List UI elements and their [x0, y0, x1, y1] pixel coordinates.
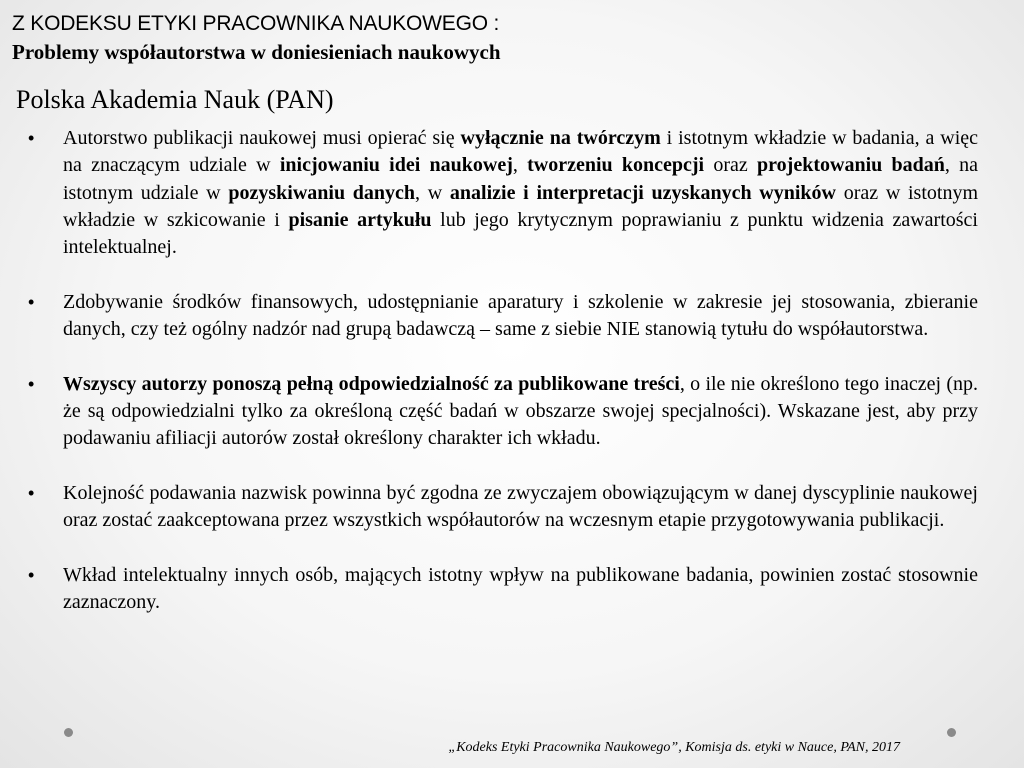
bullet-emphasis: pozyskiwaniu danych — [228, 181, 416, 204]
footer-citation: „Kodeks Etyki Pracownika Naukowego”, Komisja ds. etyki w Nauce, PAN, 2017 — [448, 740, 900, 755]
bullet-item — [28, 480, 978, 535]
bullet-emphasis: analizie i interpretacji uzyskanych wyników — [449, 181, 836, 204]
bullet-item — [28, 562, 978, 617]
bullet-text: i istotnym wkładzie w badania, a więc na znaczącym udziale w — [63, 127, 979, 177]
bullet-list — [28, 125, 978, 616]
decorative-dot-left — [64, 728, 73, 737]
bullet-icon: • — [28, 128, 35, 148]
bullet-emphasis: pisanie artykułu — [288, 208, 432, 231]
bullet-text: , o ile nie określono tego inaczej (np. że są odpowiedzialni tylko za określoną część badań w obszarze swojej specjalności). Wskazane jest, aby przy podawaniu afiliacji autorów został określony charakter ich wkładu. — [63, 372, 979, 450]
decorative-dot-right — [947, 728, 956, 737]
bullet-text: oraz w istotnym wkładzie w szkicowanie i — [63, 181, 979, 231]
bullet-item — [28, 125, 978, 261]
organization-title: Polska Akademia Nauk (PAN) — [16, 85, 334, 114]
bullet-text: Autorstwo publikacji naukowej musi opierać się — [63, 127, 461, 149]
header-subtitle: Problemy współautorstwa w doniesieniach naukowych — [12, 40, 501, 64]
bullet-emphasis: inicjowaniu idei naukowej — [279, 154, 513, 177]
bullet-text: Kolejność podawania nazwisk powinna być zgodna ze zwyczajem obowiązującym w danej dyscyplinie naukowej oraz zostać zaakceptowana przez wszystkich współautorów na wczesnym etapie przygotowywania publikacji. — [63, 481, 978, 532]
slide-header — [12, 10, 1012, 66]
bullet-text: lub jego krytycznym poprawianiu z punktu widzenia zawartości intelektualnej. — [63, 208, 978, 259]
bullet-emphasis: Wszyscy autorzy ponoszą pełną odpowiedzialność za publikowane treści — [63, 372, 680, 395]
bullet-icon: • — [28, 373, 35, 394]
bullet-text: oraz — [704, 154, 758, 177]
bullet-text: Wkład intelektualny innych osób, mających istotny wpływ na publikowane badania, powinien zostać stosownie zaznaczony. — [63, 563, 978, 614]
bullet-icon: • — [28, 564, 35, 585]
bullet-emphasis: wyłącznie na twórczym — [460, 127, 661, 149]
header-title: Z KODEKSU ETYKI PRACOWNIKA NAUKOWEGO : — [12, 12, 500, 35]
bullet-item — [28, 289, 978, 344]
bullet-emphasis: tworzeniu koncepcji — [527, 154, 705, 177]
bullet-item — [28, 371, 978, 453]
bullet-emphasis: projektowaniu badań — [757, 154, 945, 177]
bullet-text: , — [512, 154, 528, 177]
bullet-text: Zdobywanie środków finansowych, udostępnianie aparatury i szkolenie w zakresie jej stosowania, zbieranie danych, czy też ogólny nadzór nad grupą badawczą – same z siebie NIE stanowią tytułu do współautorstwa. — [63, 290, 978, 341]
bullet-text: , na istotnym udziale w — [63, 154, 978, 204]
bullet-icon: • — [28, 482, 35, 503]
bullet-text: , w — [415, 181, 450, 204]
bullet-icon: • — [28, 291, 35, 312]
